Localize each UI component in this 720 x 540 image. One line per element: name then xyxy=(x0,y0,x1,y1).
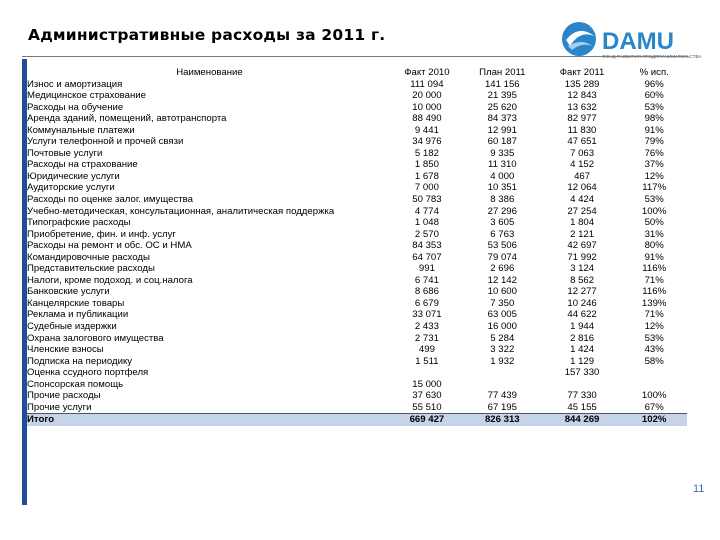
row-fact-2011: 1 424 xyxy=(570,344,595,356)
row-fact-2010: 2 731 xyxy=(414,332,439,344)
row-plan-2011: 10 351 xyxy=(487,182,517,194)
row-pct: 53% xyxy=(644,101,664,113)
row-fact-2010: 88 490 xyxy=(412,113,442,125)
row-fact-2010: 991 xyxy=(418,263,435,275)
table-row xyxy=(27,286,687,298)
row-name: Юридические услуги xyxy=(27,170,120,182)
table-row xyxy=(27,217,687,229)
row-plan-2011: 2 696 xyxy=(490,263,515,275)
table-row xyxy=(27,356,687,368)
row-plan-2011: 77 439 xyxy=(487,390,517,402)
row-pct: 71% xyxy=(644,309,664,321)
row-fact-2011: 467 xyxy=(574,170,591,182)
row-fact-2010: 6 741 xyxy=(414,274,439,286)
row-pct: 116% xyxy=(642,286,667,298)
row-fact-2010: 15 000 xyxy=(412,378,442,390)
row-name: Налоги, кроме подоход. и соц.налога xyxy=(27,274,193,286)
header-pct: % исп. xyxy=(639,67,669,78)
row-fact-2010: 10 000 xyxy=(412,101,442,113)
row-name: Почтовые услуги xyxy=(27,147,103,159)
row-plan-2011: 27 296 xyxy=(487,205,517,217)
row-fact-2011: 12 277 xyxy=(567,286,597,298)
row-pct: 79% xyxy=(644,136,664,148)
row-plan-2011: 84 373 xyxy=(487,113,517,125)
table-row xyxy=(27,159,687,171)
row-pct: 43% xyxy=(644,344,664,356)
row-fact-2010: 499 xyxy=(418,344,435,356)
row-fact-2011: 4 152 xyxy=(570,159,595,171)
table-row xyxy=(27,379,687,391)
table-row xyxy=(27,240,687,252)
row-fact-2011: 135 289 xyxy=(564,78,600,90)
row-name: Судебные издержки xyxy=(27,321,117,333)
logo-wordmark: DAMU xyxy=(602,28,674,55)
total-plan-2011: 826 313 xyxy=(462,414,543,426)
total-fact-2011: 844 269 xyxy=(543,414,622,426)
row-fact-2011: 82 977 xyxy=(567,113,597,125)
row-fact-2011: 7 063 xyxy=(570,147,595,159)
row-pct xyxy=(621,367,687,379)
row-plan-2011: 141 156 xyxy=(484,78,520,90)
row-fact-2011: 10 246 xyxy=(567,297,597,309)
row-pct: 100% xyxy=(641,205,667,217)
row-plan-2011 xyxy=(462,379,543,391)
row-fact-2010: 6 679 xyxy=(414,297,439,309)
row-pct: 53% xyxy=(644,194,664,206)
row-name: Оценка ссудного портфеля xyxy=(27,367,149,379)
row-name: Аудиторские услуги xyxy=(27,182,115,194)
row-fact-2011: 8 562 xyxy=(570,274,595,286)
table-total-row xyxy=(27,414,687,426)
row-fact-2010: 64 707 xyxy=(412,251,442,263)
row-fact-2010: 7 000 xyxy=(414,182,439,194)
row-name: Аренда зданий, помещений, автотранспорта xyxy=(27,113,227,125)
table-header-row xyxy=(27,67,687,79)
row-name: Прочие расходы xyxy=(27,390,101,402)
row-plan-2011: 3 605 xyxy=(490,217,515,229)
row-pct: 31% xyxy=(644,228,664,240)
row-pct: 91% xyxy=(644,251,664,263)
row-fact-2010: 8 686 xyxy=(414,286,439,298)
logo-tagline: ФОНД РАЗВИТИЯ ПРЕДПРИНИМАТЕЛЬСТВА xyxy=(602,54,702,59)
row-fact-2010: 55 510 xyxy=(412,401,442,413)
row-fact-2011: 13 632 xyxy=(567,101,597,113)
row-fact-2011: 77 330 xyxy=(567,390,597,402)
row-name: Коммунальные платежи xyxy=(27,124,135,136)
row-pct: 58% xyxy=(644,355,664,367)
table-row xyxy=(27,344,687,356)
row-fact-2010: 37 630 xyxy=(412,390,442,402)
row-pct: 71% xyxy=(644,274,664,286)
row-fact-2011: 4 424 xyxy=(570,194,595,206)
table-row xyxy=(27,79,687,91)
row-name: Расходы по оценке залог. имущества xyxy=(27,194,193,206)
row-pct: 50% xyxy=(644,217,664,229)
table-row xyxy=(27,148,687,160)
table-row xyxy=(27,136,687,148)
row-fact-2010: 1 048 xyxy=(414,217,439,229)
row-plan-2011: 67 195 xyxy=(487,401,517,413)
row-plan-2011: 79 074 xyxy=(487,251,517,263)
row-name: Спонсорская помощь xyxy=(27,378,124,390)
row-fact-2011: 27 254 xyxy=(567,205,597,217)
row-fact-2011: 1 944 xyxy=(570,321,595,333)
table-row xyxy=(27,229,687,241)
table-row xyxy=(27,390,687,402)
row-fact-2011: 1 129 xyxy=(570,355,595,367)
table-row xyxy=(27,194,687,206)
row-plan-2011: 10 600 xyxy=(487,286,517,298)
row-fact-2010: 84 353 xyxy=(412,240,442,252)
table-row xyxy=(27,333,687,345)
header-name: Наименование xyxy=(176,67,243,78)
row-name: Медицинское страхование xyxy=(27,90,146,102)
row-plan-2011: 1 932 xyxy=(490,355,515,367)
header-plan-2011: План 2011 xyxy=(479,67,526,78)
slide-title: Административные расходы за 2011 г. xyxy=(28,26,386,44)
row-pct: 60% xyxy=(644,90,664,102)
row-pct: 98% xyxy=(644,113,664,125)
row-pct: 117% xyxy=(642,182,667,194)
row-fact-2010: 50 783 xyxy=(412,194,442,206)
row-plan-2011: 4 000 xyxy=(490,170,515,182)
title-rule xyxy=(22,56,687,57)
row-fact-2011: 47 651 xyxy=(567,136,597,148)
row-fact-2011: 2 121 xyxy=(570,228,595,240)
page-number: 11 xyxy=(693,483,705,495)
row-pct: 91% xyxy=(644,124,664,136)
header-fact-2010: Факт 2010 xyxy=(404,67,450,78)
row-fact-2011: 42 697 xyxy=(567,240,597,252)
row-plan-2011: 9 335 xyxy=(490,147,515,159)
table-row xyxy=(27,402,687,414)
table-row xyxy=(27,125,687,137)
row-fact-2010: 4 774 xyxy=(414,205,439,217)
row-plan-2011: 25 620 xyxy=(487,101,517,113)
row-fact-2010: 2 570 xyxy=(414,228,439,240)
row-plan-2011: 12 991 xyxy=(487,124,517,136)
row-fact-2011: 12 064 xyxy=(567,182,597,194)
row-plan-2011: 21 395 xyxy=(487,90,517,102)
row-fact-2011: 71 992 xyxy=(567,251,597,263)
row-pct: 96% xyxy=(644,78,664,90)
row-pct: 80% xyxy=(644,240,664,252)
row-pct: 76% xyxy=(644,147,664,159)
row-pct: 67% xyxy=(644,401,664,413)
table-row xyxy=(27,309,687,321)
row-name: Представительские расходы xyxy=(27,263,155,275)
row-pct: 37% xyxy=(644,159,664,171)
row-pct: 12% xyxy=(644,170,664,182)
row-fact-2011: 12 843 xyxy=(567,90,597,102)
table-row xyxy=(27,321,687,333)
row-plan-2011: 60 187 xyxy=(487,136,517,148)
table-row xyxy=(27,102,687,114)
table-row xyxy=(27,90,687,102)
row-fact-2011: 11 830 xyxy=(567,124,597,136)
table-row xyxy=(27,252,687,264)
row-name: Подписка на периодику xyxy=(27,355,133,367)
row-name: Членские взносы xyxy=(27,344,104,356)
row-name: Расходы на ремонт и обс. ОС и НМА xyxy=(27,240,192,252)
row-pct: 53% xyxy=(644,332,664,344)
row-name: Типографские расходы xyxy=(27,217,131,229)
row-name: Прочие услуги xyxy=(27,401,92,413)
row-plan-2011: 63 005 xyxy=(487,309,517,321)
row-name: Канцелярские товары xyxy=(27,297,125,309)
row-fact-2011: 157 330 xyxy=(564,367,600,379)
header-fact-2011: Факт 2011 xyxy=(559,67,605,78)
table-row xyxy=(27,113,687,125)
table-row xyxy=(27,182,687,194)
row-name: Охрана залогового имущества xyxy=(27,332,164,344)
row-plan-2011: 12 142 xyxy=(487,274,517,286)
row-fact-2010: 2 433 xyxy=(414,321,439,333)
table-row xyxy=(27,298,687,310)
row-plan-2011: 3 322 xyxy=(490,344,515,356)
row-plan-2011: 53 506 xyxy=(487,240,517,252)
row-fact-2010: 1 678 xyxy=(414,170,439,182)
table-row xyxy=(27,275,687,287)
row-fact-2010: 1 850 xyxy=(414,159,439,171)
total-pct: 102% xyxy=(621,414,687,426)
row-pct: 116% xyxy=(642,263,667,275)
row-fact-2011: 2 816 xyxy=(570,332,595,344)
table-row xyxy=(27,367,687,379)
total-fact-2010: 669 427 xyxy=(392,414,462,426)
row-fact-2010: 1 511 xyxy=(415,355,439,367)
row-plan-2011: 6 763 xyxy=(490,228,515,240)
row-name: Командировочные расходы xyxy=(27,251,150,263)
row-pct: 139% xyxy=(641,297,667,309)
expenses-table xyxy=(27,67,687,426)
row-name: Услуги телефонной и прочей связи xyxy=(27,136,184,148)
table-row xyxy=(27,171,687,183)
table-row xyxy=(27,206,687,218)
row-fact-2010: 34 976 xyxy=(412,136,442,148)
row-fact-2010 xyxy=(392,367,462,379)
row-name: Приобретение, фин. и инф. услуг xyxy=(27,228,176,240)
row-fact-2010: 5 182 xyxy=(414,147,439,159)
row-pct xyxy=(621,379,687,391)
row-plan-2011 xyxy=(462,367,543,379)
table-row xyxy=(27,263,687,275)
row-fact-2011: 1 804 xyxy=(570,217,595,229)
row-plan-2011: 16 000 xyxy=(487,321,517,333)
total-name: Итого xyxy=(27,414,392,426)
row-name: Банковские услуги xyxy=(27,286,110,298)
row-plan-2011: 7 350 xyxy=(490,297,515,309)
row-pct: 12% xyxy=(644,321,664,333)
row-name: Реклама и публикации xyxy=(27,309,129,321)
row-plan-2011: 5 284 xyxy=(490,332,515,344)
row-fact-2010: 111 094 xyxy=(410,78,444,90)
row-name: Износ и амортизация xyxy=(27,78,123,90)
row-fact-2010: 9 441 xyxy=(414,124,439,136)
row-fact-2011: 3 124 xyxy=(570,263,595,275)
row-name: Учебно-методическая, консультационная, аналитическая поддержка xyxy=(27,205,335,217)
row-name: Расходы на обучение xyxy=(27,101,124,113)
row-fact-2010: 20 000 xyxy=(412,90,442,102)
row-fact-2011 xyxy=(543,379,622,391)
row-name: Расходы на страхование xyxy=(27,159,138,171)
row-plan-2011: 11 310 xyxy=(487,159,517,171)
row-fact-2010: 33 071 xyxy=(412,309,442,321)
row-fact-2011: 45 155 xyxy=(567,401,597,413)
row-plan-2011: 8 386 xyxy=(490,194,515,206)
row-pct: 100% xyxy=(641,390,667,402)
row-fact-2011: 44 622 xyxy=(567,309,597,321)
